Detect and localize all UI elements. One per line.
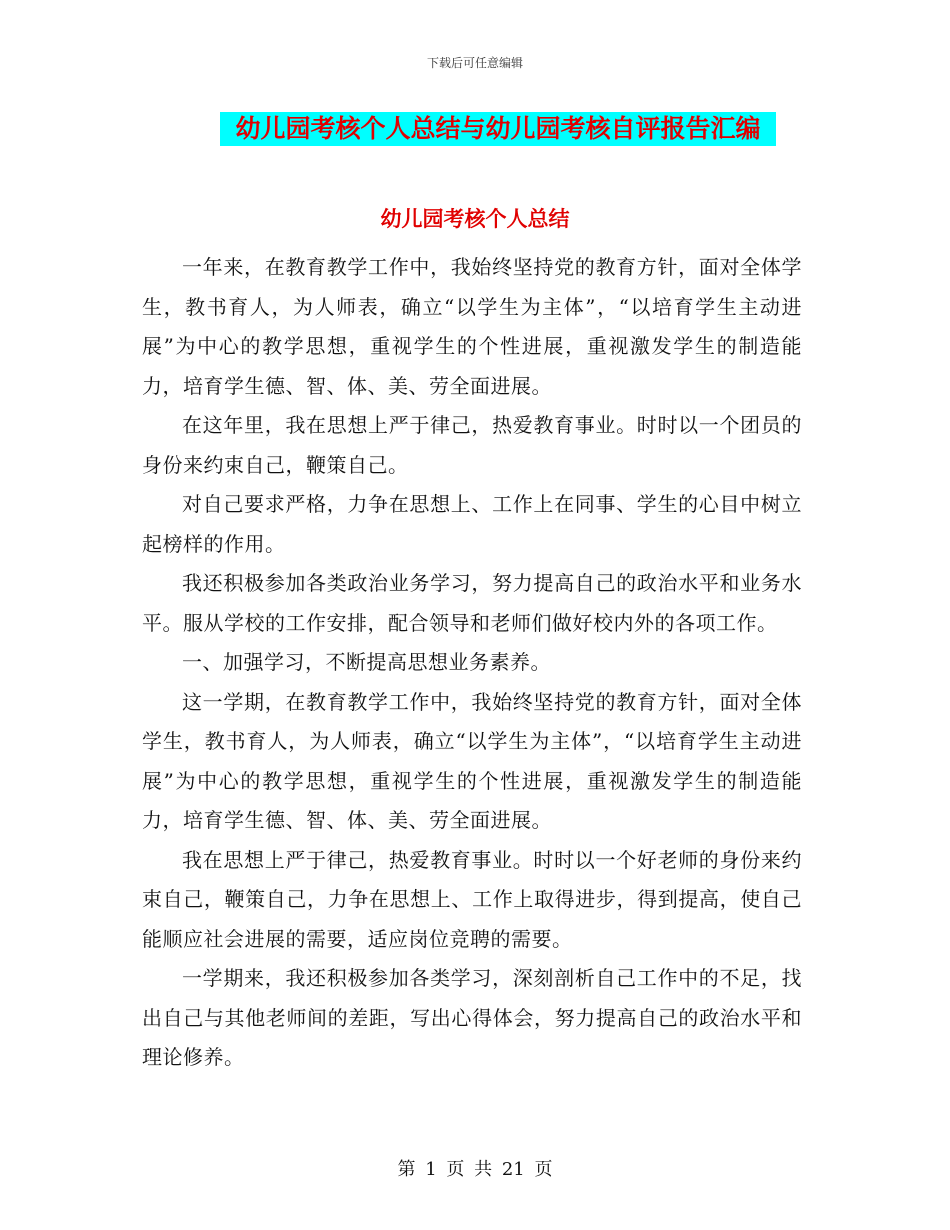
paragraph: 一、加强学习，不断提高思想业务素养。 <box>182 650 551 674</box>
paragraph: 我在思想上严于律己，热爱教育事业。时时以一个好老师的身份来约束自己，鞭策自己，力争在思想上、工作上取得进步，得到提高，使自己能顺应社会进展的需要，适应岗位竞聘的需要。 <box>142 847 802 951</box>
paragraph: 一年来，在教育教学工作中，我始终坚持党的教育方针，面对全体学生，教书育人，为人师表，确立“以学生为主体”，“以培育学生主动进展”为中心的教学思想，重视学生的个性进展，重视激发学生的制造能力，培育学生德、智、体、美、劳全面进展。 <box>142 255 802 398</box>
paragraph: 我还积极参加各类政治业务学习，努力提高自己的政治水平和业务水平。服从学校的工作安排，配合领导和老师们做好校内外的各项工作。 <box>142 571 802 635</box>
paragraph: 对自己要求严格，力争在思想上、工作上在同事、学生的心目中树立起榜样的作用。 <box>142 492 802 556</box>
paragraph: 一学期来，我还积极参加各类学习，深刻剖析自己工作中的不足，找出自己与其他老师间的差距，写出心得体会，努力提高自己的政治水平和理论修养。 <box>142 966 802 1069</box>
document-body <box>142 248 802 1078</box>
section-title: 幼儿园考核个人总结 <box>380 206 570 231</box>
page-number-footer: 第 1 页 共 21 页 <box>397 1159 553 1180</box>
header-note: 下载后可任意编辑 <box>426 56 523 70</box>
document-title: 幼儿园考核个人总结与幼儿园考核自评报告汇编 <box>220 112 776 146</box>
paragraph: 在这年里，我在思想上严于律己，热爱教育事业。时时以一个团员的身份来约束自己，鞭策自己。 <box>142 413 802 477</box>
paragraph: 这一学期，在教育教学工作中，我始终坚持党的教育方针，面对全体学生，教书育人，为人师表，确立“以学生为主体”，“以培育学生主动进展”为中心的教学思想，重视学生的个性进展，重视激发学生的制造能力，培育学生德、智、体、美、劳全面进展。 <box>142 689 802 832</box>
